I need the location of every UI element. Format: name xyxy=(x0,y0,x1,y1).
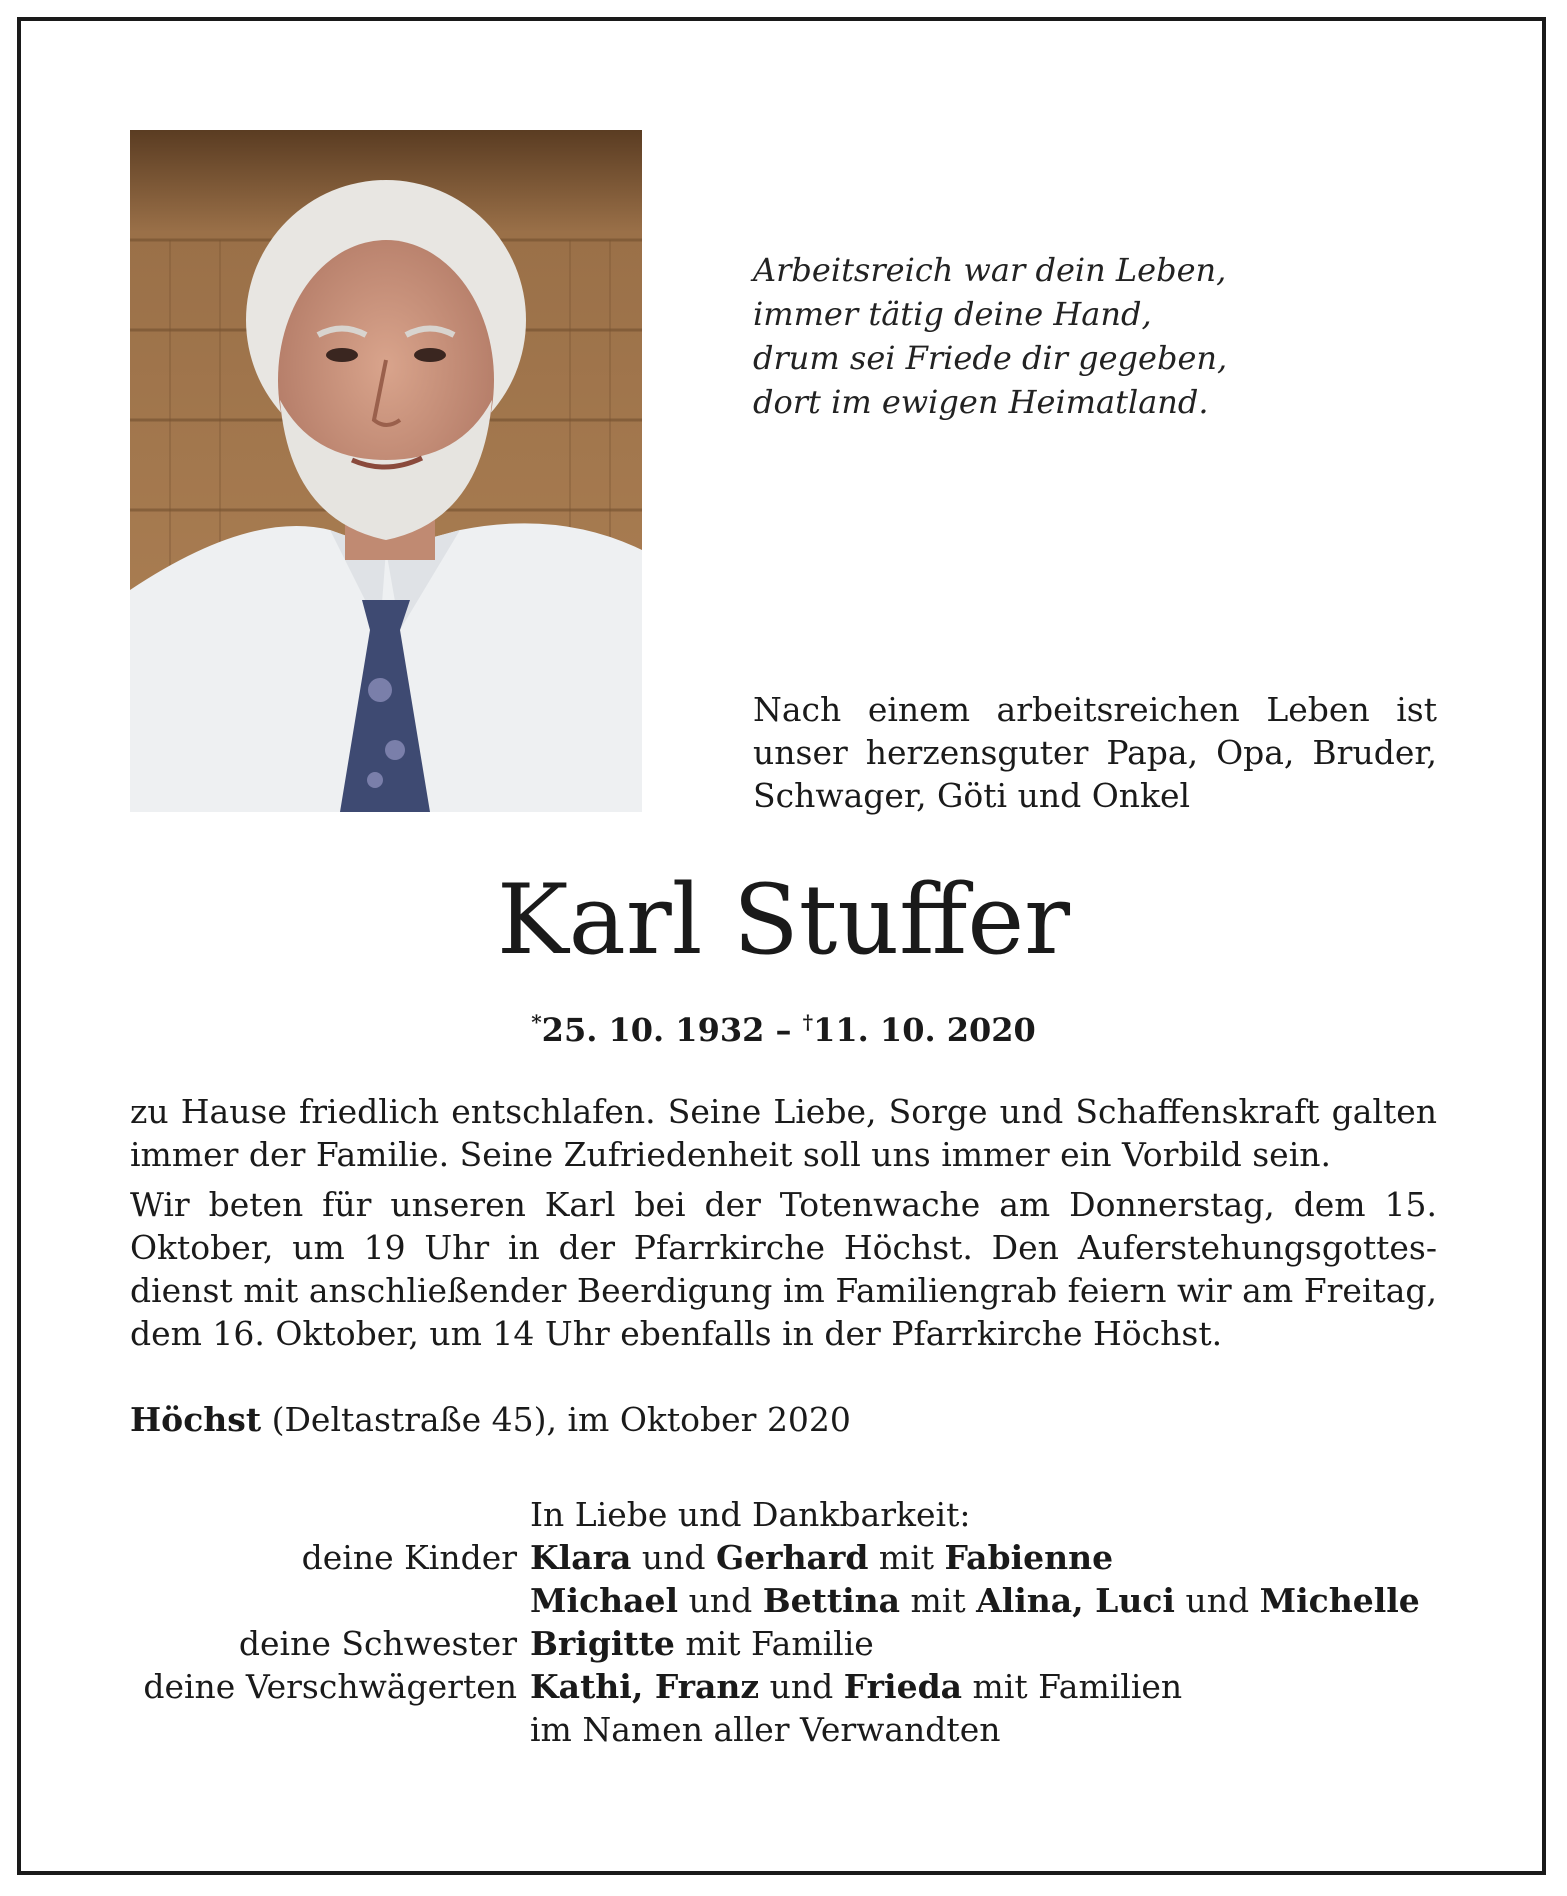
family-name: Kathi, Franz xyxy=(530,1667,760,1706)
paragraph-passing: zu Hause friedlich entschlafen. Seine Liebe, Sorge und Schaffenskraft galten immer der Familie. Seine Zufriedenheit soll uns immer ein Vorbild sein. xyxy=(130,1092,1437,1174)
children-line-1 xyxy=(530,1536,1113,1579)
family-name: Michael xyxy=(530,1581,679,1620)
poem-line: immer tätig deine Hand, xyxy=(753,295,1152,333)
family-name: Brigitte xyxy=(530,1624,675,1663)
inlaws-label: deine Verschwägerten xyxy=(143,1667,517,1706)
address-date: (Deltastraße 45), im Oktober 2020 xyxy=(261,1400,851,1439)
family-conj: und xyxy=(759,1667,844,1706)
poem-line: dort im ewigen Heimatland. xyxy=(753,383,1209,421)
place-date-line xyxy=(130,1398,851,1441)
poem-line: Arbeitsreich war dein Leben, xyxy=(753,251,1227,289)
family-conj: und xyxy=(1174,1581,1260,1620)
inlaws-line xyxy=(530,1665,1182,1708)
family-conj: mit xyxy=(868,1538,945,1577)
life-dates xyxy=(0,1000,1567,1052)
family-name: Gerhard xyxy=(716,1538,869,1577)
signoff: In Liebe und Dankbarkeit: xyxy=(530,1495,971,1534)
family-name: Michelle xyxy=(1259,1581,1420,1620)
intro-text: Nach einem arbeitsreichen Leben ist unser herzensguter Papa, Opa, Bruder, Schwager, Göti und Onkel xyxy=(753,690,1437,815)
family-conj: mit Familien xyxy=(962,1667,1183,1706)
family-conj: und xyxy=(631,1538,716,1577)
date-separator: – xyxy=(764,1011,803,1049)
family-name: Klara xyxy=(530,1538,632,1577)
deceased-name: Karl Stuffer xyxy=(496,864,1071,976)
portrait-image xyxy=(130,130,642,812)
death-date: 11. 10. 2020 xyxy=(813,1011,1036,1049)
family-name: Bettina xyxy=(762,1581,900,1620)
death-symbol: † xyxy=(802,1010,814,1034)
closing-line: im Namen aller Verwandten xyxy=(530,1710,1001,1749)
family-conj: mit xyxy=(900,1581,977,1620)
children-line-2 xyxy=(530,1579,1420,1622)
memorial-poem xyxy=(753,248,1513,424)
town-name: Höchst xyxy=(130,1400,262,1439)
poem-line: drum sei Friede dir gegeben, xyxy=(753,339,1228,377)
family-name: Frieda xyxy=(843,1667,963,1706)
family-name: Alina, Luci xyxy=(976,1581,1175,1620)
children-label: deine Kinder xyxy=(301,1538,517,1577)
portrait-photo xyxy=(130,130,642,812)
family-conj: und xyxy=(678,1581,763,1620)
sister-line xyxy=(530,1622,874,1665)
sister-label: deine Schwester xyxy=(238,1624,517,1663)
family-conj: mit Familie xyxy=(674,1624,874,1663)
birth-date: 25. 10. 1932 xyxy=(541,1011,765,1049)
paragraph-services: Wir beten für unseren Karl bei der Totenwache am Donnerstag, dem 15. Oktober, um 19 Uhr in der Pfarrkirche Höchst. Den Auferstehungsgottesdienst mit anschließender Beerdigung im Familiengrab feiern wir am Freitag, dem 16. Oktober, um 14 Uhr ebenfalls in der Pfarrkirche Höchst. xyxy=(130,1185,1437,1353)
birth-symbol: * xyxy=(531,1010,542,1034)
family-name: Fabienne xyxy=(944,1538,1114,1577)
